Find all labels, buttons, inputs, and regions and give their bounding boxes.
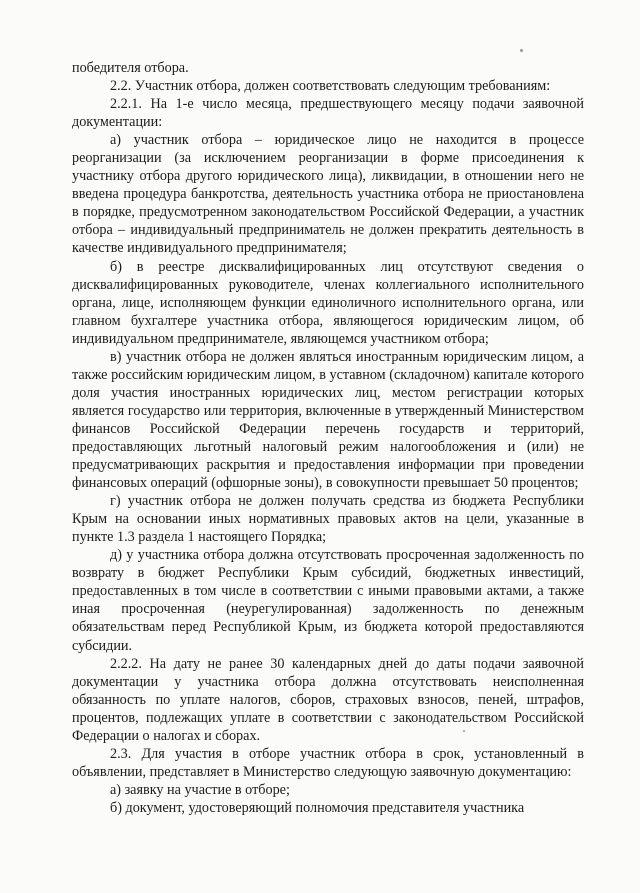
item-g: г) участник отбора не должен получать средства из бюджета Республики Крым на основании иных нормативных правовых актов на цели, указанные в пункте 1.3 раздела 1 настоящего Порядка; [72, 493, 584, 546]
item-b: б) в реестре дисквалифицированных лиц отсутствуют сведения о дисквалифицированных руководителе, членах коллегиального исполнительного органа, лице, исполняющем функции единоличного исполнительного органа, или главном бухгалтере участника отбора, являющегося юридическим лицом, об индивидуальном предпринимателе, являющемся участником отбора; [72, 258, 584, 347]
list-item-a: а) заявку на участие в отборе; [110, 781, 290, 798]
document-body [72, 59, 584, 817]
scan-speck [520, 49, 523, 52]
scan-speck [463, 730, 465, 732]
item-a: а) участник отбора – юридическое лицо не находится в процессе реорганизации (за исключением реорганизации в форме присоединения к участнику отбора другого юридического лица), ликвидации, в отношении него не введена процедура банкротства, деятельность участника отбора не приостановлена в порядке, предусмотренном законодательством Российской Федерации, а участник отбора – индивидуальный предприниматель не должен прекратить деятельность в качестве индивидуального предпринимателя; [72, 132, 584, 257]
list-item-b: б) документ, удостоверяющий полномочия представителя участника [110, 799, 525, 816]
paragraph-continuation: победителя отбора. [72, 60, 189, 76]
paragraph-2-2-1: 2.2.1. На 1-е число месяца, предшествующего месяцу подачи заявочной документации: [72, 96, 584, 131]
paragraph-2-2-2: 2.2.2. На дату не ранее 30 календарных дней до даты подачи заявочной документации у участника отбора должна отсутствовать неисполненная обязанность по уплате налогов, сборов, страховых взносов, пеней, штрафов, процентов, подлежащих уплате в соответствии с законодательством Российской Федерации о налогах и сборах. [72, 655, 584, 744]
item-d: д) у участника отбора должна отсутствовать просроченная задолженность по возврату в бюджет Республики Крым субсидий, бюджетных инвестиций, предоставленных в том числе в соответствии с иными правовыми актами, а также иная просроченная (неурегулированная) задолженность по денежным обязательствам перед Республикой Крым, из бюджета которой предоставляются субсидии. [72, 547, 584, 654]
paragraph-2-2: 2.2. Участник отбора, должен соответствовать следующим требованиям: [110, 78, 551, 95]
item-v: в) участник отбора не должен являться иностранным юридическим лицом, а также российским юридическим лицом, в уставном (складочном) капитале которого доля участия иностранных юридических лиц, местом регистрации которых является государство или территория, включенные в утвержденный Министерством финансов Российской Федерации перечень государств и территорий, предоставляющих льготный налоговый режим налогообложения и (или) не предусматривающих раскрытия и предоставления информации при проведении финансовых операций (офшорные зоны), в совокупности превышает 50 процентов; [72, 348, 584, 492]
paragraph-2-3: 2.3. Для участия в отборе участник отбора в срок, установленный в объявлении, представляет в Министерство следующую заявочную документацию: [72, 745, 584, 780]
